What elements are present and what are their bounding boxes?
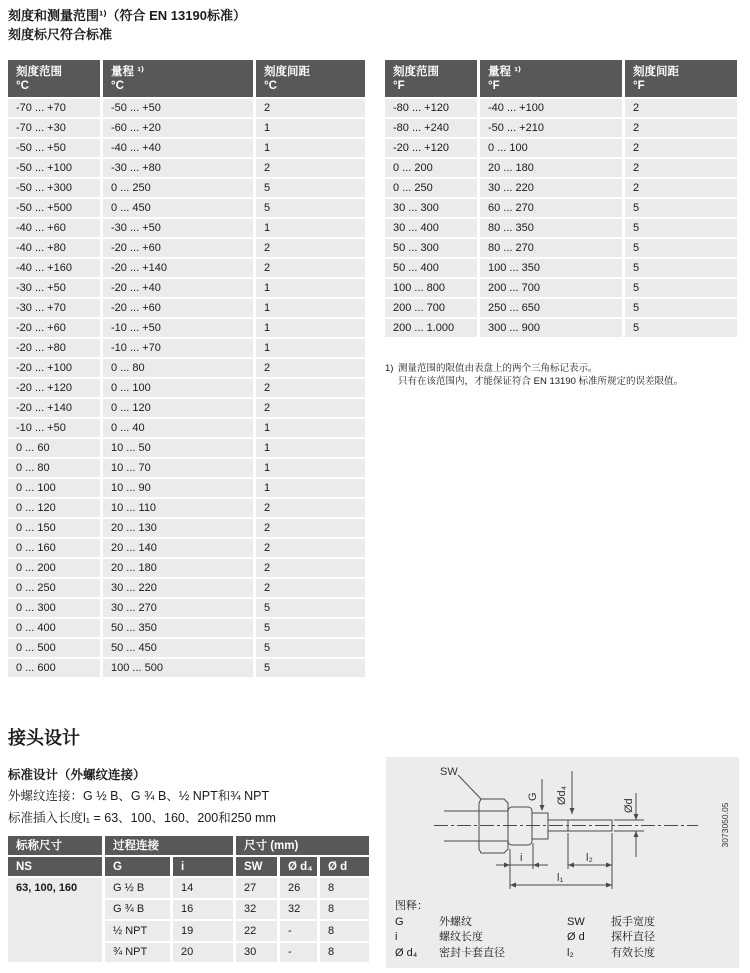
table-row (8, 319, 365, 339)
table-cell: -60 ... +20 (103, 119, 256, 139)
table-cell: 16 (173, 900, 236, 922)
table-cell: 8 (320, 878, 369, 900)
table-cell: 2 (256, 539, 365, 559)
table-cell: 30 ... 220 (480, 179, 625, 199)
col-header-unit: °C (16, 80, 29, 92)
group-header-dimensions: 尺寸 (mm) (236, 836, 369, 857)
table-row (8, 159, 365, 179)
dimension-table (8, 836, 369, 964)
col-header-unit: °F (633, 80, 645, 92)
table-cell: 200 ... 700 (385, 299, 480, 319)
table-row (8, 259, 365, 279)
table-row (385, 219, 737, 239)
label-d: Ød (623, 798, 635, 813)
sub-header-d4: Ø d₄ (280, 857, 320, 878)
page-title-block (8, 6, 246, 44)
table-cell: 60 ... 270 (480, 199, 625, 219)
scale-table-fahrenheit (385, 60, 737, 339)
table-cell: 1 (256, 279, 365, 299)
table-cell: -20 ... +120 (8, 379, 103, 399)
table-cell: 0 ... 500 (8, 639, 103, 659)
table-cell: 0 ... 120 (8, 499, 103, 519)
col-header-label: 刻度间距 (264, 66, 310, 78)
legend-description: 探杆直径 (611, 931, 655, 943)
table-cell: 5 (625, 299, 737, 319)
table-cell: 27 (236, 878, 280, 900)
table-row (8, 539, 365, 559)
table-cell: 50 ... 350 (103, 619, 256, 639)
page-title: 刻度和测量范围¹⁾（符合 EN 13190标准） (8, 8, 246, 23)
subheading-standard-design: 标准设计（外螺纹连接） (8, 768, 146, 782)
label-sw: SW (440, 766, 458, 778)
table-cell: 2 (256, 499, 365, 519)
table-cell: 100 ... 350 (480, 259, 625, 279)
sub-header-d: Ø d (320, 857, 369, 878)
table-cell: 5 (625, 279, 737, 299)
table-cell: 19 (173, 921, 236, 943)
table-cell: 2 (256, 379, 365, 399)
table-row (8, 559, 365, 579)
table-row (385, 99, 737, 119)
table-cell: 0 ... 120 (103, 399, 256, 419)
table-row (8, 459, 365, 479)
legend-title: 图释： (395, 900, 428, 912)
table-cell: -20 ... +60 (103, 299, 256, 319)
table-row (8, 359, 365, 379)
table-row (8, 219, 365, 239)
table-cell: -10 ... +70 (103, 339, 256, 359)
table-cell: 0 ... 200 (385, 159, 480, 179)
table-cell: -40 ... +40 (103, 139, 256, 159)
table-row (8, 379, 365, 399)
table-cell: 2 (625, 179, 737, 199)
table-cell: -20 ... +60 (103, 239, 256, 259)
table-cell: 0 ... 160 (8, 539, 103, 559)
table-cell: 5 (256, 619, 365, 639)
table-cell: -10 ... +50 (103, 319, 256, 339)
table-cell: -50 ... +210 (480, 119, 625, 139)
table-row (8, 519, 365, 539)
table-cell: 2 (256, 399, 365, 419)
table-cell: 30 ... 220 (103, 579, 256, 599)
table-cell: -20 ... +60 (8, 319, 103, 339)
table-cell: 0 ... 250 (103, 179, 256, 199)
table-cell: 1 (256, 319, 365, 339)
table-row (8, 619, 365, 639)
legend-description: 扳手宽度 (611, 915, 655, 928)
table-row (8, 439, 365, 459)
table-cell: 0 ... 250 (8, 579, 103, 599)
legend-symbol: i (395, 931, 398, 943)
table-cell: -40 ... +100 (480, 99, 625, 119)
table-cell: 32 (280, 900, 320, 922)
table-cell: 2 (625, 119, 737, 139)
table-row (8, 199, 365, 219)
table-row (8, 139, 365, 159)
table-cell: 0 ... 600 (8, 659, 103, 679)
col-header-scale-range (385, 60, 480, 99)
table-cell: -40 ... +160 (8, 259, 103, 279)
sub-header-i: i (173, 857, 236, 878)
table-cell: 5 (256, 639, 365, 659)
legend-description: 螺纹长度 (439, 931, 483, 943)
table-cell: 30 ... 270 (103, 599, 256, 619)
table-cell: 1 (256, 139, 365, 159)
table-row (8, 299, 365, 319)
table-cell: 50 ... 450 (103, 639, 256, 659)
sub-header-g: G (105, 857, 173, 878)
table-cell: 2 (256, 579, 365, 599)
nominal-size-cell: 63, 100, 160 (8, 878, 105, 964)
table-cell: 100 ... 500 (103, 659, 256, 679)
table-cell: 5 (256, 199, 365, 219)
thread-options-line: 外螺纹连接：G ½ B、G ¾ B、½ NPT和¾ NPT (8, 789, 270, 803)
table-cell: -50 ... +50 (103, 99, 256, 119)
table-cell: -10 ... +50 (8, 419, 103, 439)
table-cell: 2 (625, 99, 737, 119)
table-cell: -80 ... +240 (385, 119, 480, 139)
table-cell: 2 (256, 239, 365, 259)
col-header-unit: °C (264, 80, 277, 92)
legend-grid (395, 915, 729, 962)
col-header-unit: °F (393, 80, 405, 92)
table-cell: -70 ... +30 (8, 119, 103, 139)
table-cell: 2 (256, 559, 365, 579)
table-row (385, 179, 737, 199)
col-header-label: 刻度范围 (16, 66, 62, 78)
table-cell: 10 ... 90 (103, 479, 256, 499)
table-row (8, 239, 365, 259)
table-cell: 1 (256, 439, 365, 459)
footnote-text (398, 362, 683, 388)
table-cell: -20 ... +40 (103, 279, 256, 299)
table-row (385, 319, 737, 339)
section-heading-connection-design: 接头设计 (8, 728, 80, 748)
table-cell: 0 ... 80 (103, 359, 256, 379)
table-cell: 5 (625, 319, 737, 339)
label-l2: l₂ (586, 852, 593, 864)
table-cell: 1 (256, 119, 365, 139)
footnote-marker: 1) (385, 363, 394, 374)
table-cell: -30 ... +50 (8, 279, 103, 299)
table-cell: -30 ... +80 (103, 159, 256, 179)
table-cell: 300 ... 900 (480, 319, 625, 339)
col-header-scale-spacing (256, 60, 365, 99)
table-cell: 30 (236, 943, 280, 965)
table-cell: 1 (256, 479, 365, 499)
table-row (8, 659, 365, 679)
table-cell: ½ NPT (105, 921, 173, 943)
table-cell: -50 ... +100 (8, 159, 103, 179)
table-row (8, 599, 365, 619)
table-cell: G ¾ B (105, 900, 173, 922)
table-cell: 0 ... 40 (103, 419, 256, 439)
thermowell-drawing (386, 757, 739, 898)
figure-number: 3073050.05 (720, 802, 730, 848)
table-cell: 10 ... 70 (103, 459, 256, 479)
label-d4: Ød₄ (556, 785, 568, 805)
table-row (8, 399, 365, 419)
table-header-row (385, 60, 737, 99)
scale-table-celsius (8, 60, 365, 679)
col-header-measuring-span (103, 60, 256, 99)
table-cell: -40 ... +60 (8, 219, 103, 239)
table-cell: 5 (256, 179, 365, 199)
table-row (385, 239, 737, 259)
col-header-label: 量程 ¹⁾ (111, 66, 144, 78)
table-cell: 80 ... 270 (480, 239, 625, 259)
table-row (8, 99, 365, 119)
col-header-label: 刻度范围 (393, 66, 439, 78)
table-cell: 50 ... 300 (385, 239, 480, 259)
table-cell: 5 (256, 659, 365, 679)
legend-description: 密封卡套直径 (439, 946, 505, 959)
table-cell: -50 ... +50 (8, 139, 103, 159)
col-header-unit: °F (488, 80, 500, 92)
table-cell: ¾ NPT (105, 943, 173, 965)
table-row (8, 279, 365, 299)
table-cell: -20 ... +120 (385, 139, 480, 159)
table-cell: 30 ... 300 (385, 199, 480, 219)
table-cell: 2 (256, 359, 365, 379)
table-cell: G ½ B (105, 878, 173, 900)
drawing-legend (386, 898, 739, 961)
label-i: i (520, 852, 523, 864)
table-cell: 14 (173, 878, 236, 900)
label-l1: l₁ (557, 872, 564, 884)
table-row (8, 579, 365, 599)
table-row (8, 419, 365, 439)
table-row (385, 199, 737, 219)
table-cell: 2 (256, 519, 365, 539)
page-subtitle: 刻度标尺符合标准 (8, 27, 113, 42)
table-cell: 2 (625, 139, 737, 159)
table-cell: - (280, 921, 320, 943)
sub-header-row (8, 857, 369, 878)
table-cell: 100 ... 800 (385, 279, 480, 299)
group-header-nominal-size: 标称尺寸 (8, 836, 105, 857)
table-cell: 5 (625, 259, 737, 279)
col-header-label: 量程 ¹⁾ (488, 66, 521, 78)
table-cell: 5 (625, 239, 737, 259)
table-cell: 1 (256, 219, 365, 239)
legend-symbol: Ø d₄ (395, 946, 418, 959)
table-row (385, 299, 737, 319)
table-row (8, 179, 365, 199)
footnote-line: 只有在该范围内，才能保证符合 EN 13190 标准所规定的误差限值。 (398, 376, 684, 387)
table-row (8, 639, 365, 659)
table-cell: 0 ... 100 (103, 379, 256, 399)
legend-description: 外螺纹 (439, 915, 472, 928)
table-cell: 8 (320, 943, 369, 965)
legend-symbol: Ø d (567, 931, 585, 943)
table-header-row (8, 60, 365, 99)
table-cell: 20 (173, 943, 236, 965)
col-header-unit: °C (111, 80, 124, 92)
table-cell: 0 ... 300 (8, 599, 103, 619)
table-cell: 2 (256, 159, 365, 179)
label-g: G (527, 792, 539, 801)
table-row (385, 259, 737, 279)
table-cell: 200 ... 700 (480, 279, 625, 299)
table-cell: 32 (236, 900, 280, 922)
table-cell: -70 ... +70 (8, 99, 103, 119)
table-cell: 1 (256, 299, 365, 319)
table-cell: 10 ... 50 (103, 439, 256, 459)
table-cell: 1 (256, 419, 365, 439)
table-row (385, 119, 737, 139)
legend-symbol: G (395, 915, 404, 928)
table-cell: -20 ... +100 (8, 359, 103, 379)
table-cell: 20 ... 180 (103, 559, 256, 579)
col-header-measuring-span (480, 60, 625, 99)
table-cell: 26 (280, 878, 320, 900)
table-cell: 20 ... 180 (480, 159, 625, 179)
table-cell: 5 (625, 219, 737, 239)
table-cell: -20 ... +140 (103, 259, 256, 279)
table-row (385, 159, 737, 179)
table-cell: 8 (320, 900, 369, 922)
legend-description: 有效长度 (611, 946, 655, 959)
col-header-scale-range (8, 60, 103, 99)
table-cell: -20 ... +140 (8, 399, 103, 419)
table-cell: -50 ... +500 (8, 199, 103, 219)
insertion-length-line: 标准插入长度l₁ = 63、100、160、200和250 mm (8, 811, 276, 825)
table-cell: 0 ... 200 (8, 559, 103, 579)
footnote (385, 362, 743, 388)
table-cell: 2 (625, 159, 737, 179)
table-cell: - (280, 943, 320, 965)
table-cell: 8 (320, 921, 369, 943)
col-header-label: 刻度间距 (633, 66, 679, 78)
table-row (8, 479, 365, 499)
group-header-process-connection: 过程连接 (105, 836, 236, 857)
table-cell: 0 ... 450 (103, 199, 256, 219)
table-cell: 30 ... 400 (385, 219, 480, 239)
table-cell: -30 ... +50 (103, 219, 256, 239)
table-cell: 10 ... 110 (103, 499, 256, 519)
table-cell: 20 ... 130 (103, 519, 256, 539)
table-cell: 0 ... 100 (8, 479, 103, 499)
sub-header-sw: SW (236, 857, 280, 878)
legend-symbol: SW (567, 915, 585, 928)
table-cell: 80 ... 350 (480, 219, 625, 239)
col-header-scale-spacing (625, 60, 737, 99)
technical-drawing-panel (386, 757, 739, 968)
table-row (385, 279, 737, 299)
table-row (8, 339, 365, 359)
table-cell: 5 (256, 599, 365, 619)
table-cell: -80 ... +120 (385, 99, 480, 119)
table-cell: 1 (256, 459, 365, 479)
table-row (385, 139, 737, 159)
table-cell: 50 ... 400 (385, 259, 480, 279)
table-row (8, 878, 369, 900)
sub-header-ns: NS (8, 857, 105, 878)
table-cell: -20 ... +80 (8, 339, 103, 359)
table-cell: 0 ... 80 (8, 459, 103, 479)
table-cell: -50 ... +300 (8, 179, 103, 199)
table-cell: 0 ... 100 (480, 139, 625, 159)
table-cell: 0 ... 150 (8, 519, 103, 539)
footnote-line: 测量范围的限值由表盘上的两个三角标记表示。 (398, 363, 598, 374)
table-cell: 200 ... 1.000 (385, 319, 480, 339)
table-row (8, 119, 365, 139)
table-cell: 2 (256, 259, 365, 279)
table-cell: -40 ... +80 (8, 239, 103, 259)
table-cell: 5 (625, 199, 737, 219)
table-cell: 0 ... 60 (8, 439, 103, 459)
table-cell: -30 ... +70 (8, 299, 103, 319)
table-cell: 2 (256, 99, 365, 119)
table-cell: 0 ... 250 (385, 179, 480, 199)
legend-symbol: l₂ (567, 946, 574, 959)
group-header-row (8, 836, 369, 857)
table-row (8, 499, 365, 519)
table-cell: 0 ... 400 (8, 619, 103, 639)
table-cell: 20 ... 140 (103, 539, 256, 559)
table-cell: 22 (236, 921, 280, 943)
table-cell: 250 ... 650 (480, 299, 625, 319)
table-cell: 1 (256, 339, 365, 359)
